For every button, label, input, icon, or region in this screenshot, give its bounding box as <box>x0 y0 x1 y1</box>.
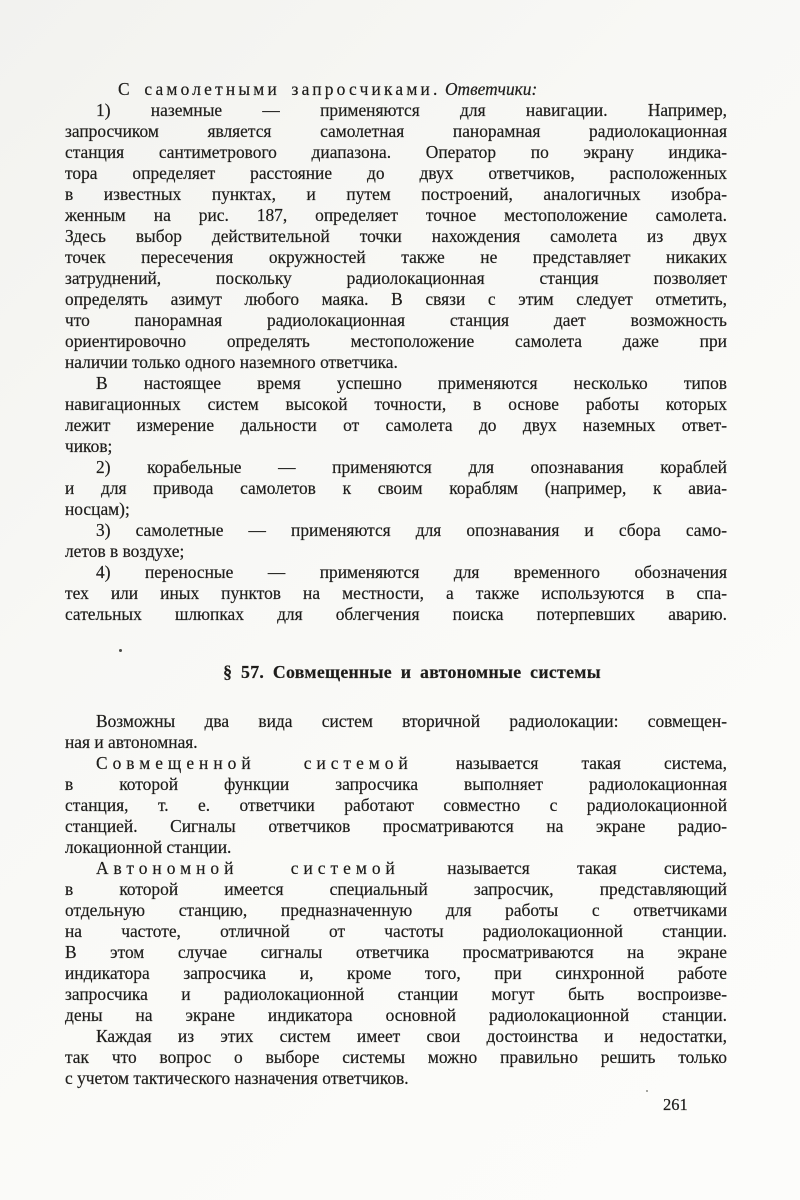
text-line: чиков; <box>65 436 113 456</box>
paragraph <box>65 373 727 457</box>
text-line: 4) переносные — применяются для временного обозначения <box>96 562 727 582</box>
text-line: станция сантиметрового диапазона. Оператор по экрану индика- <box>65 142 727 162</box>
section-heading: § 57. Совмещенные и автономные системы <box>223 662 601 682</box>
text-line <box>65 858 727 879</box>
text-line: так что вопрос о выборе системы можно правильно решить только <box>65 1047 727 1067</box>
text-line: лежит измерение дальности от самолета до двух наземных ответ- <box>65 415 727 435</box>
text-line: запросчиком является самолетная панорамная радиолокационная <box>65 121 727 141</box>
text-line: тора определяет расстояние до двух ответчиков, расположенных <box>65 163 727 183</box>
text-line: летов в воздухе; <box>65 541 185 561</box>
paragraph <box>65 711 727 753</box>
paragraph <box>65 562 727 625</box>
run-in-heading-line <box>65 79 727 100</box>
text-line: Возможны два вида систем вторичной радиолокации: совмещен- <box>96 711 727 731</box>
text-line: на частоте, отличной от частоты радиолокационной станции. <box>65 921 727 941</box>
text-line: индикатора запросчика и, кроме того, при синхронной работе <box>65 963 727 983</box>
text-line: сательных шлюпках для облегчения поиска потерпевших аварию. <box>65 604 727 624</box>
scan-artifact-dot <box>119 649 122 652</box>
spaced-term-rest: называется такая система, <box>447 858 727 878</box>
text-line: в которой функции запросчика выполняет радиолокационная <box>65 774 727 794</box>
text-line <box>65 753 727 774</box>
text-line: носцам); <box>65 499 130 519</box>
text-line: станцией. Сигналы ответчиков просматриваются на экране радио- <box>65 816 727 836</box>
paragraph <box>65 1026 727 1089</box>
paragraph <box>65 520 727 562</box>
text-line: Каждая из этих систем имеет свои достоинства и недостатки, <box>96 1026 727 1046</box>
text-line: женным на рис. 187, определяет точное местоположение самолета. <box>65 205 727 225</box>
text-line: В этом случае сигналы ответчика просматриваются на экране <box>65 942 727 962</box>
text-line: ориентировочно определять местоположение самолета даже при <box>65 331 727 351</box>
run-in-heading: С самолетными запросчиками. <box>118 79 441 99</box>
text-line: запросчика и радиолокационной станции могут быть воспроизве- <box>65 984 727 1004</box>
text-line: 2) корабельные — применяются для опознавания кораблей <box>96 457 727 477</box>
text-line: тех или иных пунктов на местности, а также используются в спа- <box>65 583 727 603</box>
spaced-term: Автономной системой <box>96 858 400 878</box>
spaced-term-rest: называется такая система, <box>455 753 727 773</box>
paragraph <box>65 858 727 1026</box>
text-line: наличии только одного наземного ответчика. <box>65 352 398 372</box>
paragraph <box>65 457 727 520</box>
page-number: 261 <box>663 1095 688 1114</box>
text-line: что панорамная радиолокационная станция дает возможность <box>65 310 727 330</box>
text-line: в известных пунктах, и путем построений, аналогичных изобра- <box>65 184 727 204</box>
text-line: дены на экране индикатора основной радиолокационной станции. <box>65 1005 727 1025</box>
text-line: точек пересечения окружностей также не представляет никаких <box>65 247 727 267</box>
paragraph <box>65 753 727 858</box>
text-line: 3) самолетные — применяются для опознавания и сбора само- <box>96 520 727 540</box>
text-column <box>65 79 727 1089</box>
text-line: в которой имеется специальный запросчик, представляющий <box>65 879 727 899</box>
paragraph <box>65 100 727 373</box>
text-line: 1) наземные — применяются для навигации. Например, <box>96 100 727 120</box>
text-line: и для привода самолетов к своим кораблям (например, к авиа- <box>65 478 727 498</box>
scan-artifact-dot <box>646 1090 648 1092</box>
text-line: определять азимут любого маяка. В связи с этим следует отметить, <box>65 289 727 309</box>
text-line: локационной станции. <box>65 837 232 857</box>
spaced-term: Совмещенной системой <box>96 753 413 773</box>
text-line: Здесь выбор действительной точки нахождения самолета из двух <box>65 226 727 246</box>
text-line: ная и автономная. <box>65 732 198 752</box>
text-line: навигационных систем высокой точности, в основе работы которых <box>65 394 727 414</box>
text-line: станция, т. е. ответчики работают совместно с радиолокационной <box>65 795 727 815</box>
run-in-heading-italic: Ответчики: <box>444 79 538 99</box>
text-line: отдельную станцию, предназначенную для работы с ответчиками <box>65 900 727 920</box>
text-line: В настоящее время успешно применяются несколько типов <box>96 373 727 393</box>
text-line: с учетом тактического назначения ответчиков. <box>65 1068 409 1088</box>
text-line: затруднений, поскольку радиолокационная станция позволяет <box>65 268 727 288</box>
